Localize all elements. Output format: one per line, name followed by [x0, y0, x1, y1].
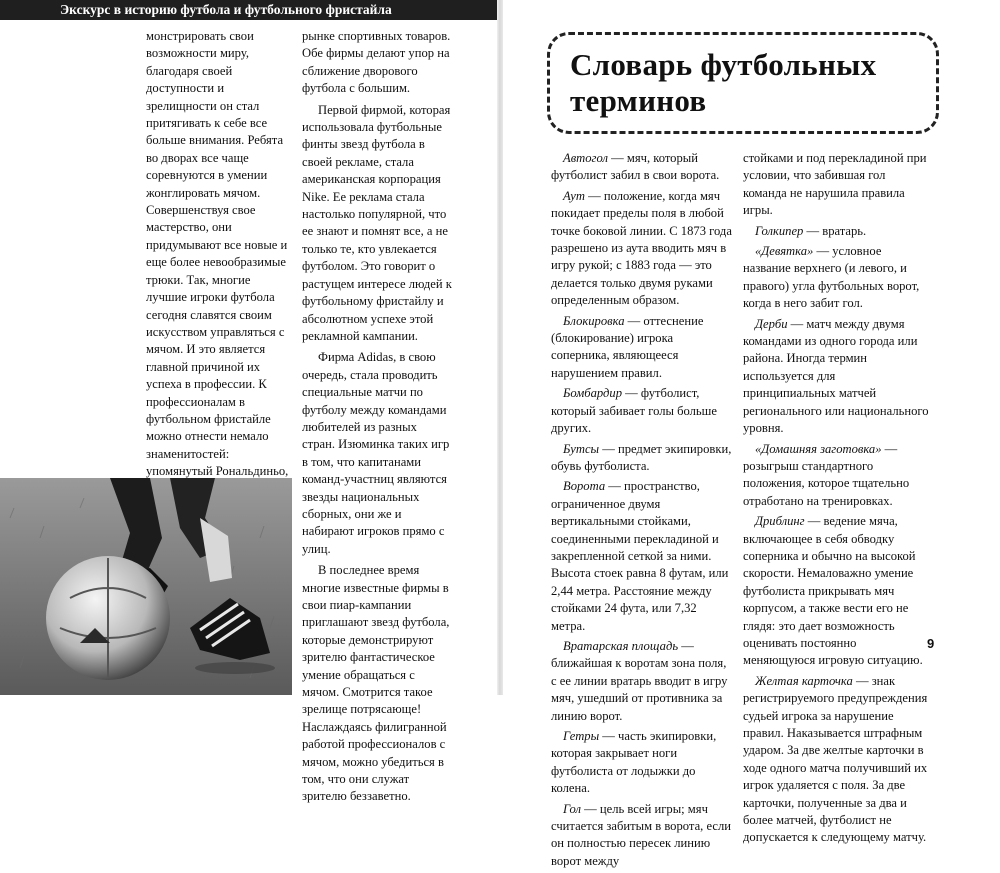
glossary-entry: [551, 385, 733, 437]
glossary-entry: [743, 316, 929, 438]
glossary-entry: [551, 150, 733, 185]
glossary-entry: [551, 313, 733, 383]
glossary-term: Дерби: [755, 316, 788, 331]
glossary-term: Голкипер: [755, 223, 804, 238]
glossary-term: Автогол: [563, 151, 608, 165]
glossary-term: Бомбардир: [563, 386, 623, 401]
title-line-2: терминов: [570, 83, 707, 118]
glossary-entry: [551, 441, 733, 476]
glossary-definition: — розыгрыш стандартного положения, которое тщательно отработано на тренировках.: [743, 441, 910, 508]
glossary-entry-continued: [743, 150, 929, 220]
paragraph: Фирма Adidas, в свою очередь, стала проводить специальные матчи по футболу между командами любителей из разных стран. Изюминка таких игр в том, что капитанами команд-участниц являются звезды национальных сборных, они же и набирают игроков прямо с улиц.: [302, 350, 450, 556]
glossary-term: Гетры: [563, 729, 600, 743]
title-line-1: Словарь футбольных: [570, 47, 877, 82]
glossary-entry: [551, 801, 733, 871]
glossary-entry: [743, 513, 929, 670]
glossary-definition: — положение, когда мяч покидает пределы поля в любой точке боковой линии. С 1873 года разрешено из аута вводить мяч в игру рукой; с 1883 года — это делается только двумя руками определенным образом.: [551, 188, 732, 308]
glossary-entry: [551, 638, 733, 725]
paragraph: Первой фирмой, которая использовала футбольные финты звезд футбола в своей рекламе, стала американская корпорация Nike. Ее реклама стала настолько популярной, что ее знают и помнят все, а не только те, кто увлекается футболом. Это говорит о растущем интересе людей к футбольному фристайлу и абсолютном успехе этой рекламной кампании.: [302, 102, 452, 343]
glossary-definition: — ведение мяча, включающее в себя обводку соперника и обычно на высокой скорости. Немаловажно умение футболиста прикрывать мяч корпусом, а также вести его не глядя: это дает возможность оценивать постоянно меняющуюся игровую ситуацию.: [743, 514, 923, 668]
glossary-column-2: [743, 150, 929, 850]
football-photo: [0, 478, 292, 695]
glossary-definition: — часть экипировки, которая закрывает ноги футболиста от лодыжки до колена.: [551, 729, 717, 796]
glossary-definition: — знак регистрируемого предупреждения судьей игрока за нарушение правил. Наказывается штрафным ударом. За две желтые карточки в ходе одного матча получивший их игрок удаляется с поля. За две карточки, полученные за два и более матчей, футболист не допускается к следующему матчу.: [743, 673, 928, 845]
glossary-definition: — футболист, который забивает голы больше других.: [551, 386, 717, 436]
soccer-ball-and-boots-image: [0, 478, 292, 695]
page-number: 9: [927, 636, 935, 651]
left-column-2: [302, 28, 452, 810]
paragraph: рынке спортивных товаров. Обе фирмы делают упор на сближение дворового футбола с большим.: [302, 29, 451, 96]
glossary-definition: — матч между двумя командами из одного города или района. Иногда термин используется для принципиальных матчей регионального или национального уровня.: [743, 316, 929, 436]
glossary-definition: — ближайшая к воротам зона поля, с ее линии вратарь вводит в игру мяч, ушедший от противника за линию ворот.: [551, 638, 728, 723]
glossary-entry: [743, 441, 929, 511]
glossary-entry: [743, 243, 929, 313]
glossary-definition: — условное название верхнего (и левого, и правого) угла футбольных ворот, когда в него забит гол.: [743, 244, 920, 311]
glossary-definition: — предмет экипировки, обувь футболиста.: [551, 441, 732, 473]
glossary-term: Бутсы: [563, 441, 600, 456]
glossary-term: «Домашняя заготовка»: [755, 441, 882, 456]
right-page: [503, 0, 1000, 868]
paragraph: В последнее время многие известные фирмы в свои пиар-кампании приглашают звезд футбола, которые демонстрируют зрителю фантастическое умение обращаться с мячом. Смотрится такое зрелище потрясающе! Наслаждаясь филигранной работой профессионалов с мячом, можно убедиться в том, что они служат зрителю беззаветно.: [302, 563, 450, 804]
glossary-definition: — оттеснение (блокирование) игрока соперника, являющееся нарушением правил.: [551, 313, 704, 380]
page-title: [570, 47, 876, 119]
glossary-term: «Девятка»: [755, 244, 814, 259]
glossary-term: Блокировка: [563, 313, 625, 328]
glossary-term: Ворота: [563, 479, 606, 494]
paragraph: монстрировать свои возможности миру, благодаря своей доступности и зрелищности он стал притягивать к себе все больше внимания. Ребята во дворах все чаще соревнуются в умении жонглировать мячом. Совершенствуя свое мастерство, они придумывают все новые и еще более невообразимые трюки. Так, многие лучшие игроки футбола сегодня славятся своим искусством управляться с мячом. И это является главной причиной их успеха в профессии. К профессионалам в футбольном фристайле можно отнести немало знаменитостей: упомянутый Рональдиньо,: [146, 29, 289, 479]
glossary-term: Гол: [563, 801, 581, 816]
glossary-entry: [743, 673, 929, 847]
glossary-term: Желтая карточка: [755, 673, 853, 688]
glossary-definition: — мяч, который футболист забил в свои ворота.: [551, 151, 720, 183]
left-page: [0, 0, 497, 804]
glossary-entry: [551, 478, 733, 635]
glossary-entry: [551, 728, 733, 798]
glossary-definition: — пространство, ограниченное двумя вертикальными стойками, соединенными перекладиной и закрепленной сеткой за ними. Высота стоек равна 8 футам, или 2,44 метра. Расстояние между стойками 24 фута, или 7,32 метра.: [551, 479, 729, 633]
glossary-definition: — вратарь.: [803, 223, 867, 238]
glossary-term: Дриблинг: [755, 514, 805, 529]
glossary-entry: [743, 223, 929, 240]
glossary-term: Аут: [563, 188, 585, 203]
glossary-entry: [551, 188, 733, 310]
glossary-term: Вратарская площадь: [563, 638, 679, 653]
title-box: [547, 32, 939, 134]
glossary-column-1: [551, 150, 733, 873]
running-head: Экскурс в историю футбола и футбольного фристайла: [0, 0, 497, 20]
glossary-definition: — цель всей игры; мяч считается забитым в ворота, если он полностью пересек линию ворот между: [551, 801, 731, 868]
glossary-definition: стойками и под перекладиной при условии, что забившая гол команда не нарушила правила игры.: [743, 151, 927, 218]
